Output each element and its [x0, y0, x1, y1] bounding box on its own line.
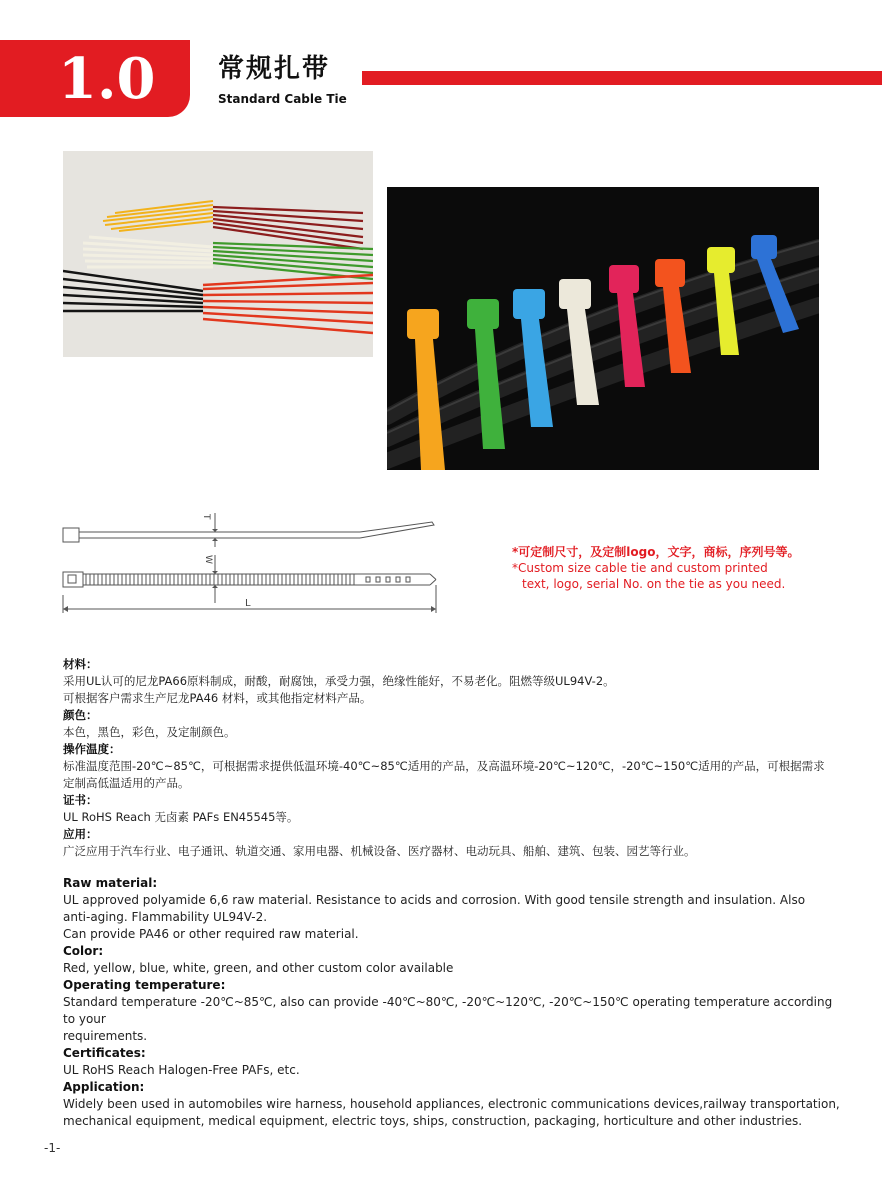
page-number: -1-	[44, 1141, 61, 1155]
bundled-cable-ties-photo	[63, 151, 373, 357]
material-text-en-1: UL approved polyamide 6,6 raw material. Resistance to acids and corrosion. With good tensile strength and insulation. Also	[63, 893, 806, 907]
material-text-cn-2: 可根据客户需求生产尼龙PA46 材料，或其他指定材料产品。	[63, 691, 372, 705]
section-title-en: Standard Cable Tie	[218, 92, 347, 106]
custom-note-en-1: *Custom size cable tie and custom printed	[512, 561, 768, 575]
temp-text-en-2: requirements.	[63, 1029, 148, 1043]
material-text-cn-1: 采用UL认可的尼龙PA66原料制成，耐酸，耐腐蚀，承受力强，绝缘性能好，不易老化。阻燃等级UL94V-2。	[63, 674, 615, 688]
specifications-en	[63, 875, 843, 1130]
custom-note	[512, 544, 852, 592]
cert-text-en: UL RoHS Reach Halogen-Free PAFs, etc.	[63, 1063, 300, 1077]
app-text-cn: 广泛应用于汽车行业、电子通讯、轨道交通、家用电器、机械设备、医疗器材、电动玩具、船舶、建筑、包装、园艺等行业。	[63, 844, 696, 858]
temp-text-en-1: Standard temperature -20℃~85℃, also can provide -40℃~80℃, -20℃~120℃, -20℃~150℃ operating temperature according to your	[63, 995, 833, 1026]
app-text-en-1: Widely been used in automobiles wire harness, household appliances, electronic communications devices,railway transportation,	[63, 1097, 840, 1111]
section-number: 1.0	[58, 46, 156, 112]
app-heading-cn: 应用：	[63, 827, 98, 841]
material-text-en-2: anti-aging. Flammability UL94V-2.	[63, 910, 268, 924]
section-title-cn: 常规扎带	[218, 54, 331, 84]
cert-heading-cn: 证书：	[63, 793, 98, 807]
cert-text-cn: UL RoHS Reach 无卤素 PAFs EN45545等。	[63, 810, 299, 824]
diagram-label-l: L	[245, 598, 251, 609]
custom-note-cn: *可定制尺寸，及定制logo，文字，商标，序列号等。	[512, 545, 800, 559]
material-heading-en: Raw material:	[63, 876, 158, 890]
color-text-cn: 本色，黑色，彩色，及定制颜色。	[63, 725, 236, 739]
temp-text-cn-2: 定制高低温适用的产品。	[63, 776, 190, 790]
app-text-en-2: mechanical equipment, medical equipment, electric toys, ships, construction, packaging, horticulture and other industries.	[63, 1114, 803, 1128]
custom-note-en-2: text, logo, serial No. on the tie as you need.	[522, 577, 786, 591]
color-heading-cn: 颜色：	[63, 708, 98, 722]
cable-tie-dimension-diagram	[60, 505, 440, 617]
colored-cable-ties-on-wires-photo	[387, 187, 819, 470]
header-red-bar	[362, 71, 882, 85]
color-text-en: Red, yellow, blue, white, green, and other custom color available	[63, 961, 454, 975]
app-heading-en: Application:	[63, 1080, 145, 1094]
color-heading-en: Color:	[63, 944, 104, 958]
diagram-label-w: W	[203, 555, 213, 564]
material-heading-cn: 材料：	[63, 657, 98, 671]
temp-heading-cn: 操作温度：	[63, 742, 121, 756]
diagram-label-t: T	[201, 514, 211, 520]
material-text-en-3: Can provide PA46 or other required raw material.	[63, 927, 359, 941]
cert-heading-en: Certificates:	[63, 1046, 146, 1060]
temp-text-cn-1: 标准温度范围-20℃~85℃，可根据需求提供低温环境-40℃~85℃适用的产品，及高温环境-20℃~120℃，-20℃~150℃适用的产品，可根据需求	[63, 759, 825, 773]
temp-heading-en: Operating temperature:	[63, 978, 226, 992]
specifications	[63, 656, 843, 1130]
